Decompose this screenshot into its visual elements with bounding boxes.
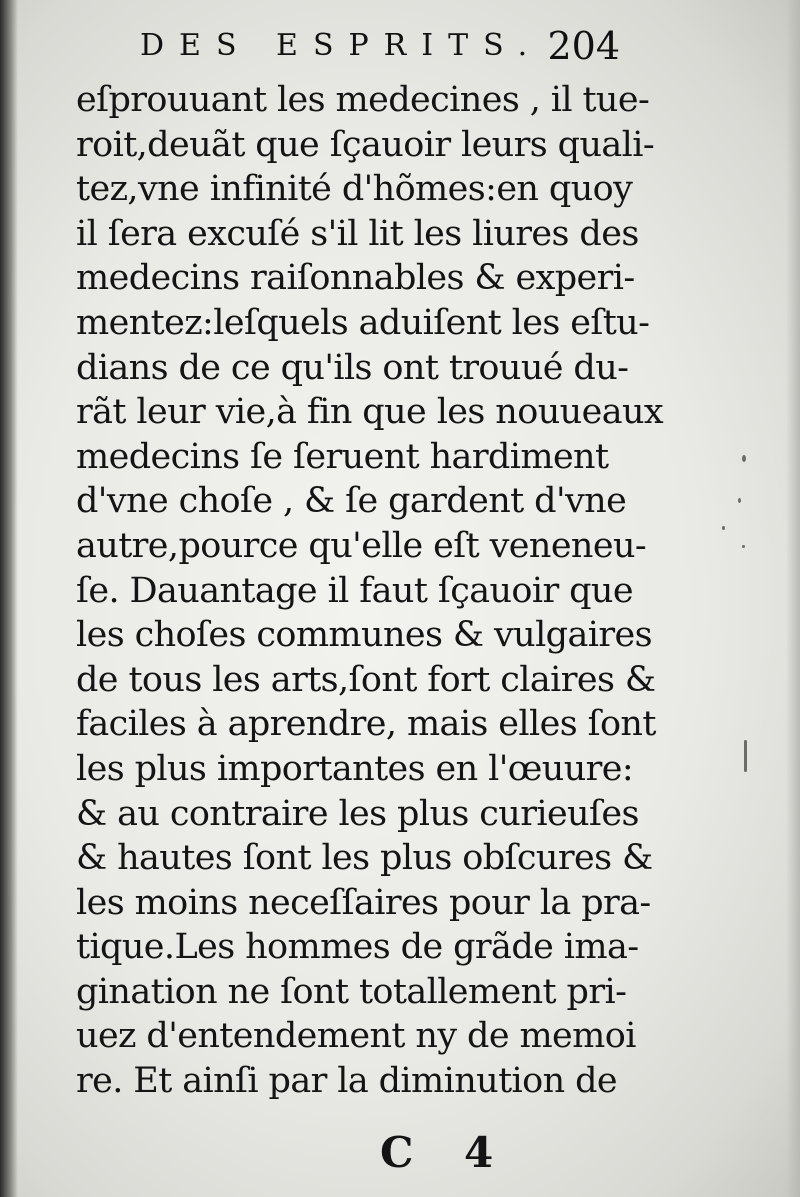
text-line: les choſes communes & vulgaires bbox=[76, 615, 652, 656]
text-line: & hautes ſont les plus obſcures & bbox=[76, 838, 653, 879]
text-line: roit,deuãt que ſçauoir leurs quali- bbox=[76, 124, 655, 165]
ink-speck bbox=[742, 545, 745, 548]
signature-mark: C 4 bbox=[380, 1128, 512, 1177]
running-title: DES ESPRITS. bbox=[140, 28, 543, 63]
text-line: uez d'entendement ny de memoi bbox=[76, 1016, 636, 1057]
text-line: les moins neceſſaires pour la pra- bbox=[76, 882, 651, 923]
text-line: medecins raiſonnables & experi- bbox=[76, 258, 635, 299]
text-line: medecins ſe ſeruent hardiment bbox=[76, 436, 609, 477]
ink-speck bbox=[738, 498, 741, 503]
text-line: tez,vne infinité d'hõmes:en quoy bbox=[76, 169, 633, 210]
text-line: & au contraire les plus curieuſes bbox=[76, 793, 639, 834]
ink-speck bbox=[742, 455, 746, 462]
text-line: tique.Les hommes de grãde ima- bbox=[76, 927, 639, 968]
text-line: autre,pource qu'elle eſt veneneu- bbox=[76, 525, 647, 566]
text-line: dians de ce qu'ils ont trouué du- bbox=[76, 347, 629, 388]
ink-speck bbox=[722, 526, 725, 530]
ink-speck bbox=[744, 740, 747, 772]
page-header bbox=[140, 18, 620, 78]
text-line: mentez:leſquels aduiſent les eſtu- bbox=[76, 302, 650, 343]
text-line: faciles à aprendre, mais elles ſont bbox=[76, 704, 656, 745]
text-line: re. Et ainſi par la diminution de bbox=[76, 1061, 618, 1102]
text-line: eſprouuant les medecines , il tue- bbox=[76, 80, 650, 120]
text-line: gination ne ſont totallement pri- bbox=[76, 971, 627, 1012]
text-line: il ſera excuſé s'il lit les liures des bbox=[76, 213, 639, 254]
text-line: rãt leur vie,à fin que les nouueaux bbox=[76, 392, 664, 433]
text-line: de tous les arts,ſont fort claires & bbox=[76, 659, 656, 700]
body-text bbox=[76, 78, 664, 1104]
text-line: les plus importantes en l'œuure: bbox=[76, 748, 634, 789]
text-line: ſe. Dauantage il faut ſçauoir que bbox=[76, 570, 633, 611]
page-number: 204 bbox=[547, 24, 620, 68]
text-line: d'vne choſe , & ſe gardent d'vne bbox=[76, 481, 627, 522]
